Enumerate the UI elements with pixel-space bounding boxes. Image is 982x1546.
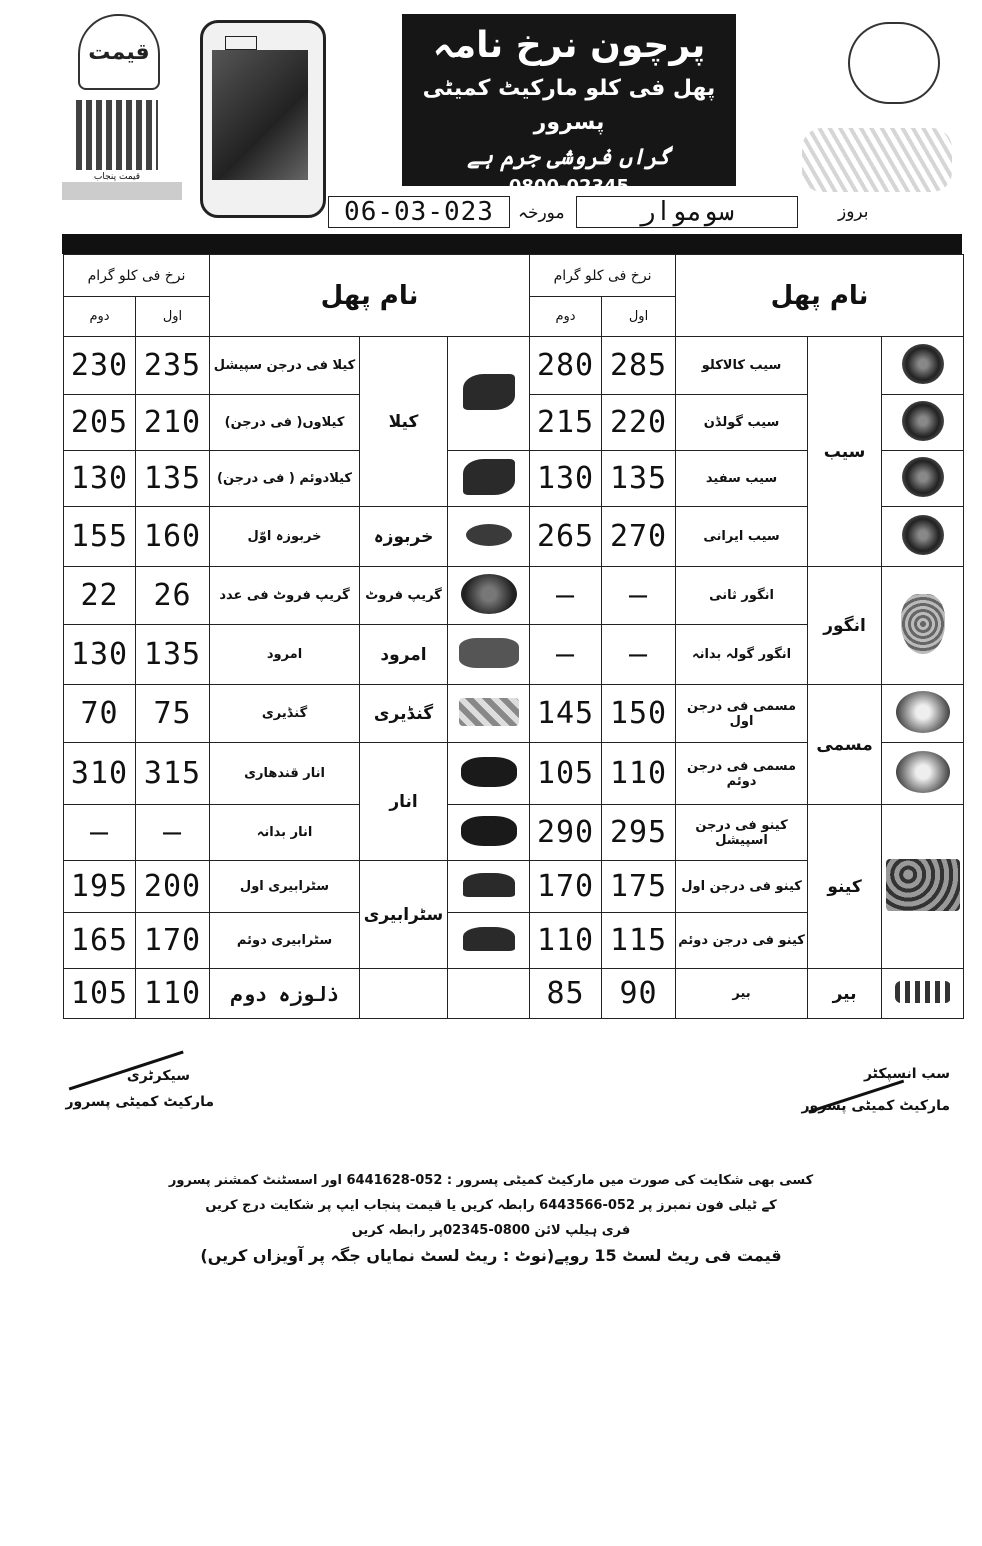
right-second-rate: — [530, 567, 602, 625]
right-group-kinnow: کینو [808, 805, 882, 969]
mosambi-image-cell [882, 685, 964, 743]
rate-table [63, 254, 964, 1019]
left-first-rate: 135 [136, 451, 210, 507]
left-first-rate: 160 [136, 507, 210, 567]
guava-icon [459, 638, 519, 668]
right-first-rate: — [602, 567, 676, 625]
right-name-header: نام پھل [676, 255, 964, 337]
right-item-name: سیب سفید [676, 451, 808, 507]
inspector-title: سب انسپکٹر [863, 1066, 950, 1082]
left-second-rate: 155 [64, 507, 136, 567]
grapes-icon [901, 594, 945, 654]
left-second-rate: — [64, 805, 136, 861]
right-second-rate: 130 [530, 451, 602, 507]
slogan: گراں فروشی جرم ہے [467, 145, 671, 170]
strawberry-icon [463, 927, 515, 951]
qr-caption: قیمت پنجاب [93, 172, 141, 182]
right-item-name: بیر [676, 969, 808, 1019]
left-group-strawberry: سٹرابیری [360, 861, 448, 969]
left-second-label: دوم [64, 297, 136, 337]
right-first-rate: 90 [602, 969, 676, 1019]
left-item-name: کیلادوئم ( فی درجن) [210, 451, 360, 507]
left-first-rate: — [136, 805, 210, 861]
left-group-pomegranate: انار [360, 743, 448, 861]
left-first-rate: 200 [136, 861, 210, 913]
right-second-rate: 85 [530, 969, 602, 1019]
left-item-name: ذلوزہ دوم [210, 969, 360, 1019]
left-item-name: انار بدانہ [210, 805, 360, 861]
right-item-name: انگور گولہ بدانہ [676, 625, 808, 685]
right-first-rate: 115 [602, 913, 676, 969]
apple-image-cell [882, 395, 964, 451]
apple-image-cell [882, 507, 964, 567]
footer-line: قیمت فی ریٹ لسٹ 15 روپے(نوٹ : ریٹ لسٹ نمایاں جگہ پر آویزاں کریں) [200, 1246, 782, 1265]
grapefruit-icon [461, 574, 517, 614]
apple-icon [902, 457, 944, 497]
secretary-title: سیکرٹری [126, 1068, 190, 1084]
kinnow-image-cell [882, 805, 964, 969]
left-item-name: امرود [210, 625, 360, 685]
footer-notice [60, 1168, 922, 1268]
right-first-rate: 295 [602, 805, 676, 861]
empty-image-cell [448, 969, 530, 1019]
left-second-rate: 195 [64, 861, 136, 913]
day-label: بروز [838, 202, 869, 222]
left-item-name: کیلاوں( فی درجن) [210, 395, 360, 451]
apple-image-cell [882, 451, 964, 507]
pomegranate-icon [461, 816, 517, 846]
date-label: مورخہ [518, 203, 565, 223]
right-first-rate: 270 [602, 507, 676, 567]
left-item-name: سٹرابیری اول [210, 861, 360, 913]
right-first-rate: 175 [602, 861, 676, 913]
right-item-name: کینو فی درجن اسپیشل [676, 805, 808, 861]
footer-line: کے ٹیلی فون نمبرز پر 052-6443566 رابطہ کریں یا قیمت پنجاب ایپ پر شکایت درج کریں [205, 1198, 777, 1213]
banana-icon [463, 374, 515, 410]
left-second-rate: 230 [64, 337, 136, 395]
left-item-name: گنڈیری [210, 685, 360, 743]
left-item-name: خربوزہ اوّل [210, 507, 360, 567]
right-second-rate: 265 [530, 507, 602, 567]
left-first-rate: 110 [136, 969, 210, 1019]
mosambi-icon [896, 691, 950, 733]
right-first-rate: 285 [602, 337, 676, 395]
pomegranate-image-cell [448, 743, 530, 805]
pomegranate-image-cell [448, 805, 530, 861]
guava-image-cell [448, 625, 530, 685]
strawberry-icon [463, 873, 515, 897]
pomegranate-icon [461, 757, 517, 787]
left-item-name: گریپ فروٹ فی عدد [210, 567, 360, 625]
right-second-rate: 170 [530, 861, 602, 913]
kinnow-icon [886, 859, 960, 911]
right-item-name: سیب کالاکلو [676, 337, 808, 395]
left-second-rate: 165 [64, 913, 136, 969]
left-first-rate: 135 [136, 625, 210, 685]
right-first-rate: 220 [602, 395, 676, 451]
right-first-rate: — [602, 625, 676, 685]
page-title: پرچون نرخ نامہ [432, 25, 706, 66]
strawberry-image-cell [448, 913, 530, 969]
left-second-rate: 105 [64, 969, 136, 1019]
banana-icon [463, 459, 515, 495]
left-second-rate: 205 [64, 395, 136, 451]
right-item-name: مسمی فی درجن اول [676, 685, 808, 743]
right-item-name: مسمی فی درجن دوئم [676, 743, 808, 805]
right-group-mosambi: مسمی [808, 685, 882, 805]
right-first-rate: 150 [602, 685, 676, 743]
qr-code [76, 100, 158, 170]
page-subtitle: پھل فی کلو مارکیٹ کمیٹی پسرور [422, 76, 716, 135]
sugarcane-image-cell [448, 685, 530, 743]
right-group-grapes: انگور [808, 567, 882, 685]
right-item-name: کینو فی درجن دوئم [676, 913, 808, 969]
inspector-subtitle: مارکیٹ کمیٹی پسرور [801, 1098, 950, 1114]
mosambi-image-cell [882, 743, 964, 805]
left-group-sugarcane: گنڈیری [360, 685, 448, 743]
left-first-rate: 170 [136, 913, 210, 969]
right-second-rate: — [530, 625, 602, 685]
banana-image-cell [448, 337, 530, 451]
melon-image-cell [448, 507, 530, 567]
empty-group-cell [360, 969, 448, 1019]
phone-app-logo [225, 36, 257, 50]
punjab-logo-left [78, 14, 160, 90]
mosambi-icon [896, 751, 950, 793]
left-first-label: اول [136, 297, 210, 337]
ber-image-cell [882, 969, 964, 1019]
right-second-rate: 105 [530, 743, 602, 805]
header-divider [62, 234, 962, 254]
banana-image-cell [448, 451, 530, 507]
helpline-number: 0800-02345 [508, 176, 630, 197]
left-name-header: نام پھل [210, 255, 530, 337]
grapes-image-cell [882, 567, 964, 685]
right-group-ber: بیر [808, 969, 882, 1019]
sugarcane-icon [459, 698, 519, 726]
day-value: سوموار [576, 196, 798, 228]
right-item-name: سیب گولڈن [676, 395, 808, 451]
right-second-rate: 110 [530, 913, 602, 969]
right-price-header: نرخ فی کلو گرام [530, 255, 676, 297]
footer-line: کسی بھی شکایت کی صورت میں مارکیٹ کمیٹی پسرور : 052-6441628 اور اسسٹنٹ کمشنر پسرور [168, 1173, 814, 1188]
left-second-rate: 70 [64, 685, 136, 743]
apple-image-cell [882, 337, 964, 395]
left-item-name: کیلا فی درجن سپیشل [210, 337, 360, 395]
right-second-rate: 215 [530, 395, 602, 451]
right-first-rate: 135 [602, 451, 676, 507]
right-first-rate: 110 [602, 743, 676, 805]
melon-icon [466, 524, 512, 546]
footer-line: فری ہیلپ لائن 0800-02345پر رابطہ کریں [351, 1223, 631, 1238]
right-second-rate: 290 [530, 805, 602, 861]
date-line [60, 192, 962, 232]
left-second-rate: 130 [64, 451, 136, 507]
right-second-rate: 145 [530, 685, 602, 743]
secretary-subtitle: مارکیٹ کمیٹی پسرور [65, 1094, 214, 1110]
left-first-rate: 315 [136, 743, 210, 805]
logo-text: قیمت [88, 39, 150, 65]
ber-icon [895, 981, 951, 1003]
left-group-grapefruit: گریپ فروٹ [360, 567, 448, 625]
left-first-rate: 235 [136, 337, 210, 395]
apple-icon [902, 344, 944, 384]
phone-screen-image [212, 50, 308, 180]
punjab-logo-right [848, 22, 940, 104]
left-item-name: انار قندھاری [210, 743, 360, 805]
calligraphy-stamp [802, 128, 952, 192]
left-first-rate: 26 [136, 567, 210, 625]
left-first-rate: 210 [136, 395, 210, 451]
left-item-name: سٹرابیری دوئم [210, 913, 360, 969]
apple-icon [902, 515, 944, 555]
left-first-rate: 75 [136, 685, 210, 743]
left-group-guava: امرود [360, 625, 448, 685]
right-second-rate: 280 [530, 337, 602, 395]
left-second-rate: 22 [64, 567, 136, 625]
left-second-rate: 310 [64, 743, 136, 805]
right-item-name: انگور ثانی [676, 567, 808, 625]
right-group-apple: سیب [808, 337, 882, 567]
right-second-label: دوم [530, 297, 602, 337]
left-group-banana: کیلا [360, 337, 448, 507]
right-item-name: کینو فی درجن اول [676, 861, 808, 913]
right-first-label: اول [602, 297, 676, 337]
date-value: 06-03-023 [328, 196, 510, 228]
left-group-melon: خربوزہ [360, 507, 448, 567]
right-item-name: سیب ایرانی [676, 507, 808, 567]
grapefruit-image-cell [448, 567, 530, 625]
strawberry-image-cell [448, 861, 530, 913]
left-price-header: نرخ فی کلو گرام [64, 255, 210, 297]
header-box [402, 14, 736, 197]
left-second-rate: 130 [64, 625, 136, 685]
apple-icon [902, 401, 944, 441]
